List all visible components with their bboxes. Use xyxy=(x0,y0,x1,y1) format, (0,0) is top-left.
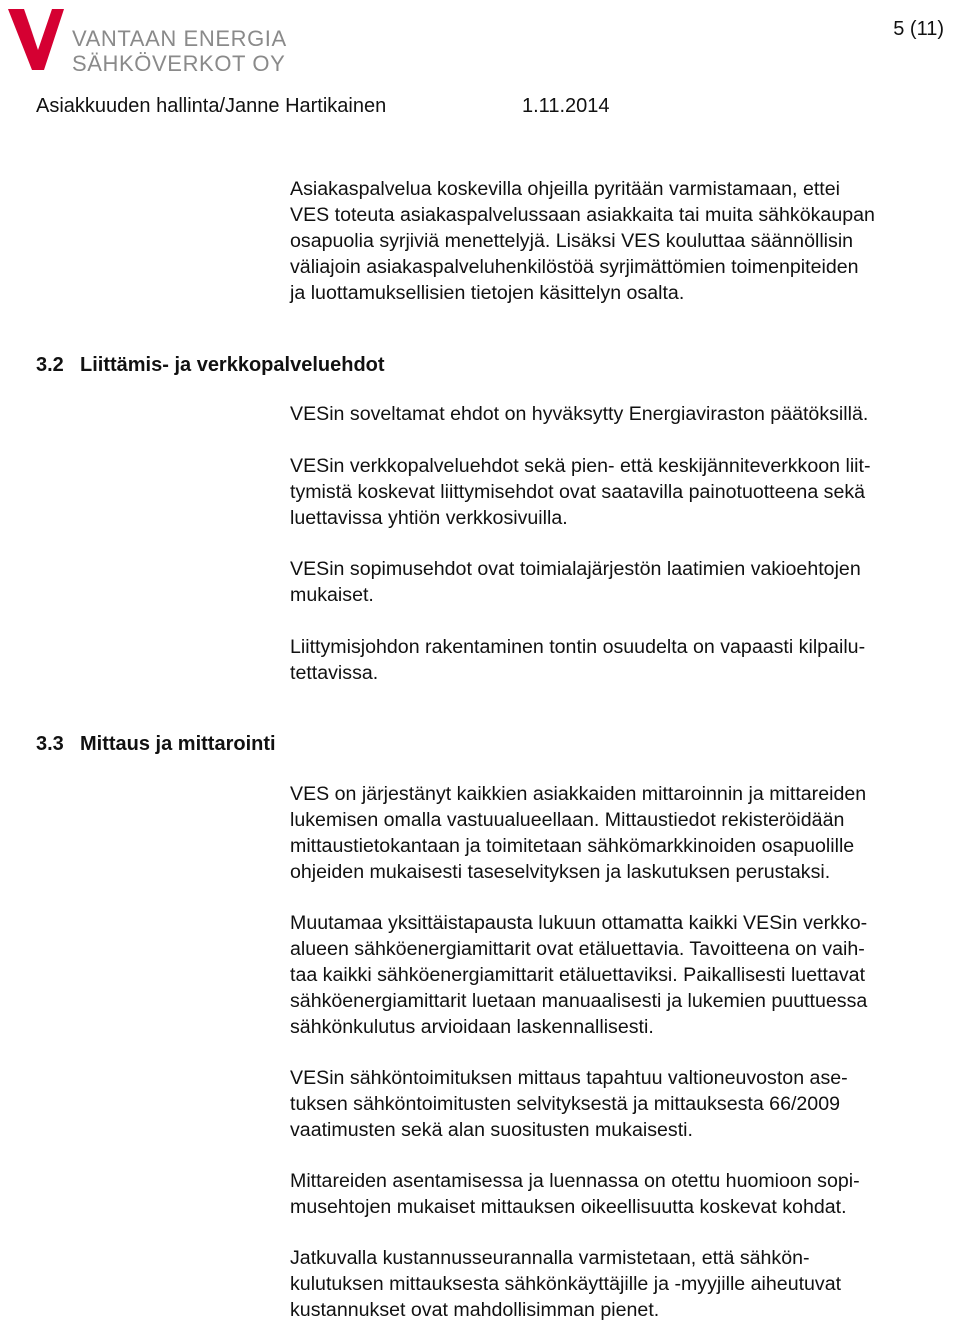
text-line: Mittareiden asentamisessa ja luennassa on otettu huomioon sopi- xyxy=(290,1170,860,1192)
text-line: ja luottamuksellisien tietojen käsittelyn osalta. xyxy=(290,282,685,304)
section-heading-3-2 xyxy=(36,354,385,377)
text-line: Asiakaspalvelua koskevilla ohjeilla pyritään varmistamaan, ettei xyxy=(290,178,840,200)
intro-paragraph xyxy=(290,176,958,306)
text-line: VESin verkkopalveluehdot sekä pien- että keskijänniteverkkoon liit- xyxy=(290,455,871,477)
text-line: kulutuksen mittauksesta sähkönkäyttäjille ja -myyjille aiheutuvat xyxy=(290,1273,842,1295)
text-line: lukemisen omalla vastuualueellaan. Mittaustiedot rekisteröidään xyxy=(290,809,845,831)
logo-line-2: SÄHKÖVERKOT OY xyxy=(72,51,286,76)
section-number: 3.3 xyxy=(36,733,64,755)
text-line: vaatimusten sekä alan suositusten mukaisesti. xyxy=(290,1119,693,1141)
section-title: Liittämis- ja verkkopalveluehdot xyxy=(80,354,385,376)
text-line: Liittymisjohdon rakentaminen tontin osuudelta on vapaasti kilpailu- xyxy=(290,636,866,658)
text-line: mittaustietokantaan ja toimitetaan sähkömarkkinoiden osapuolille xyxy=(290,835,855,857)
section-title: Mittaus ja mittarointi xyxy=(80,733,276,755)
text-line: tettavissa. xyxy=(290,662,379,684)
paragraph xyxy=(290,453,958,531)
paragraph xyxy=(290,634,958,686)
logo-line-1: VANTAAN ENERGIA xyxy=(72,26,287,51)
text-line: musehtojen mukaiset mittauksen oikeellisuutta koskevat kohdat. xyxy=(290,1196,847,1218)
paragraph xyxy=(290,1168,958,1220)
paragraph xyxy=(290,401,958,427)
text-line: VESin sopimusehdot ovat toimialajärjestön laatimien vakioehtojen xyxy=(290,558,861,580)
text-line: kustannukset ovat mahdollisimman pienet. xyxy=(290,1299,660,1321)
logo-wordmark xyxy=(72,26,287,76)
text-line: VES toteuta asiakaspalvelussaan asiakkaita tai muita sähkökaupan xyxy=(290,204,875,226)
company-logo xyxy=(6,6,336,76)
paragraph xyxy=(290,1245,958,1323)
paragraph xyxy=(290,781,958,885)
text-line: VES on järjestänyt kaikkien asiakkaiden mittaroinnin ja mittareiden xyxy=(290,783,867,805)
document-date: 1.11.2014 xyxy=(522,95,610,117)
text-line: sähkönkulutus arvioidaan laskennallisesti. xyxy=(290,1016,654,1038)
page-number: 5 (11) xyxy=(893,18,944,40)
text-line: osapuolia syrjiviä menettelyjä. Lisäksi VES kouluttaa säännöllisin xyxy=(290,230,854,252)
text-line: tymistä koskevat liittymisehdot ovat saatavilla painotuotteena sekä xyxy=(290,481,866,503)
author-line: Asiakkuuden hallinta/Janne Hartikainen xyxy=(36,95,387,117)
paragraph xyxy=(290,556,958,608)
paragraph xyxy=(290,910,958,1040)
text-line: sähköenergiamittarit luetaan manuaalisesti ja lukemien puuttuessa xyxy=(290,990,868,1012)
text-line: Jatkuvalla kustannusseurannalla varmistetaan, että sähkön- xyxy=(290,1247,810,1269)
text-line: väliajoin asiakaspalveluhenkilöstöä syrjimättömien toimenpiteiden xyxy=(290,256,859,278)
v-logo-icon xyxy=(6,6,66,72)
text-line: taa kaikki sähköenergiamittarit etäluettaviksi. Paikallisesti luettavat xyxy=(290,964,866,986)
section-heading-3-3 xyxy=(36,733,276,756)
paragraph xyxy=(290,1065,958,1143)
text-line: tuksen sähköntoimitusten selvityksestä ja mittauksesta 66/2009 xyxy=(290,1093,841,1115)
document-meta xyxy=(36,95,610,118)
text-line: alueen sähköenergiamittarit ovat etäluettavia. Tavoitteena on vaih- xyxy=(290,938,865,960)
text-line: VESin sähköntoimituksen mittaus tapahtuu valtioneuvoston ase- xyxy=(290,1067,848,1089)
text-line: luettavissa yhtiön verkkosivuilla. xyxy=(290,507,568,529)
section-number: 3.2 xyxy=(36,354,64,376)
text-line: Muutamaa yksittäistapausta lukuun ottamatta kaikki VESin verkko- xyxy=(290,912,868,934)
text-line: VESin soveltamat ehdot on hyväksytty Energiaviraston päätöksillä. xyxy=(290,403,869,425)
text-line: ohjeiden mukaisesti taseselvityksen ja laskutuksen perustaksi. xyxy=(290,861,831,883)
text-line: mukaiset. xyxy=(290,584,374,606)
